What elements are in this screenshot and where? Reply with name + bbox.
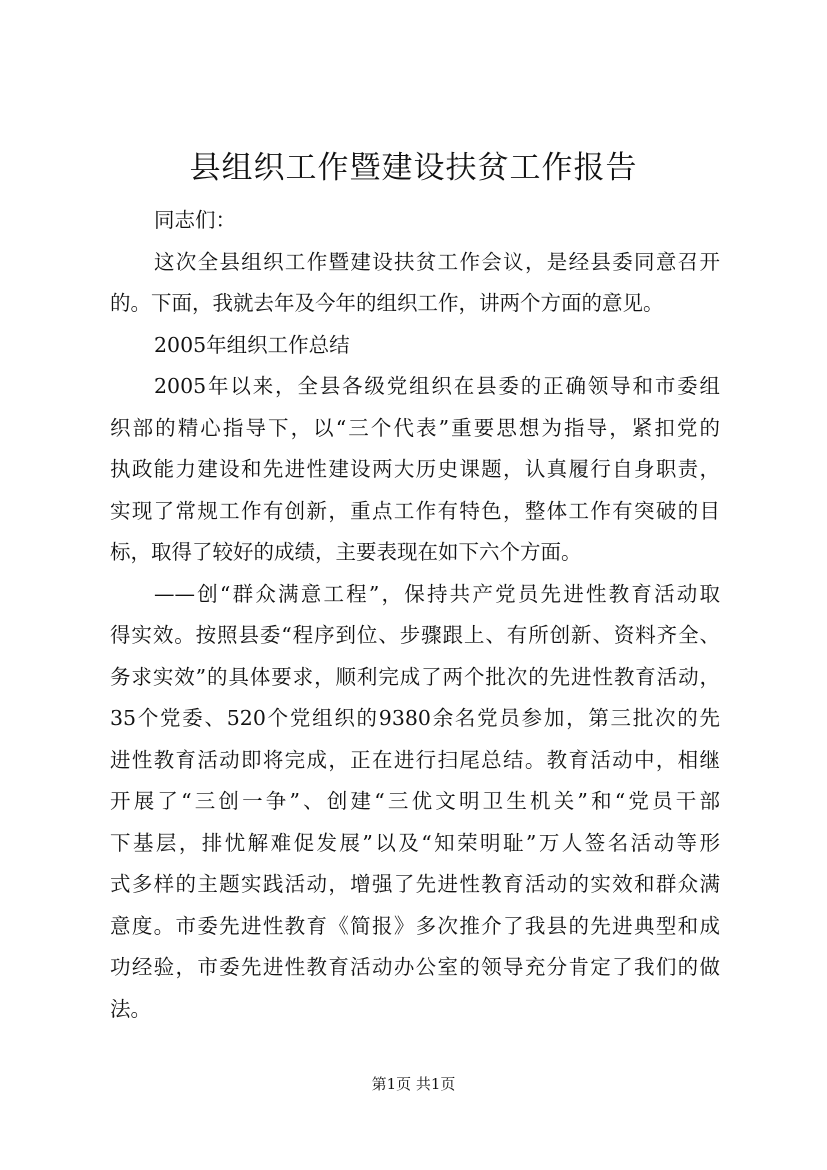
document-title: 县组织工作暨建设扶贫工作报告	[189, 150, 638, 186]
text-line: 2005年组织工作总结	[154, 332, 350, 357]
text-line: 2005年以来，全县各级党组织在县委的正确领导和市委组	[154, 374, 720, 398]
text-line: 法。	[110, 996, 151, 1021]
text-line: 实现了常规工作有创新，重点工作有特色，整体工作有突破的目	[110, 498, 720, 523]
text-line: 同志们：	[154, 208, 236, 232]
text-line: 执政能力建设和先进性建设两大历史课题，认真履行自身职责，	[110, 457, 720, 481]
text-line: 务求实效”的具体要求，顺利完成了两个批次的先进性教育活动，	[110, 664, 720, 689]
text-line: ——创“群众满意工程”，保持共产党员先进性教育活动取	[154, 581, 720, 606]
text-line: 意度。市委先进性教育《简报》多次推介了我县的先进典型和成	[110, 913, 720, 938]
text-line: 得实效。按照县委“程序到位、步骤跟上、有所创新、资料齐全、	[110, 623, 720, 647]
text-line: 下基层，排忧解难促发展”以及“知荣明耻”万人签名活动等形	[110, 830, 720, 855]
text-line: 的。下面，我就去年及今年的组织工作，讲两个方面的意见。	[110, 291, 664, 315]
text-line: 这次全县组织工作暨建设扶贫工作会议，是经县委同意召开	[154, 249, 720, 274]
document-body	[110, 200, 720, 1030]
text-line: 进性教育活动即将完成，正在进行扫尾总结。教育活动中，相继	[110, 747, 720, 772]
text-line: 开展了“三创一争”、创建“三优文明卫生机关”和“党员干部	[110, 789, 720, 813]
page-footer: 第1页 共1页	[371, 1075, 456, 1093]
text-line: 功经验，市委先进性教育活动办公室的领导充分肯定了我们的做	[110, 955, 720, 979]
text-line: 35个党委、520个党组织的9380余名党员参加，第三批次的先	[110, 706, 720, 730]
text-line: 织部的精心指导下，以“三个代表”重要思想为指导，紧扣党的	[110, 415, 720, 440]
text-line: 标，取得了较好的成绩，主要表现在如下六个方面。	[110, 540, 582, 564]
text-line: 式多样的主题实践活动，增强了先进性教育活动的实效和群众满	[110, 872, 720, 896]
